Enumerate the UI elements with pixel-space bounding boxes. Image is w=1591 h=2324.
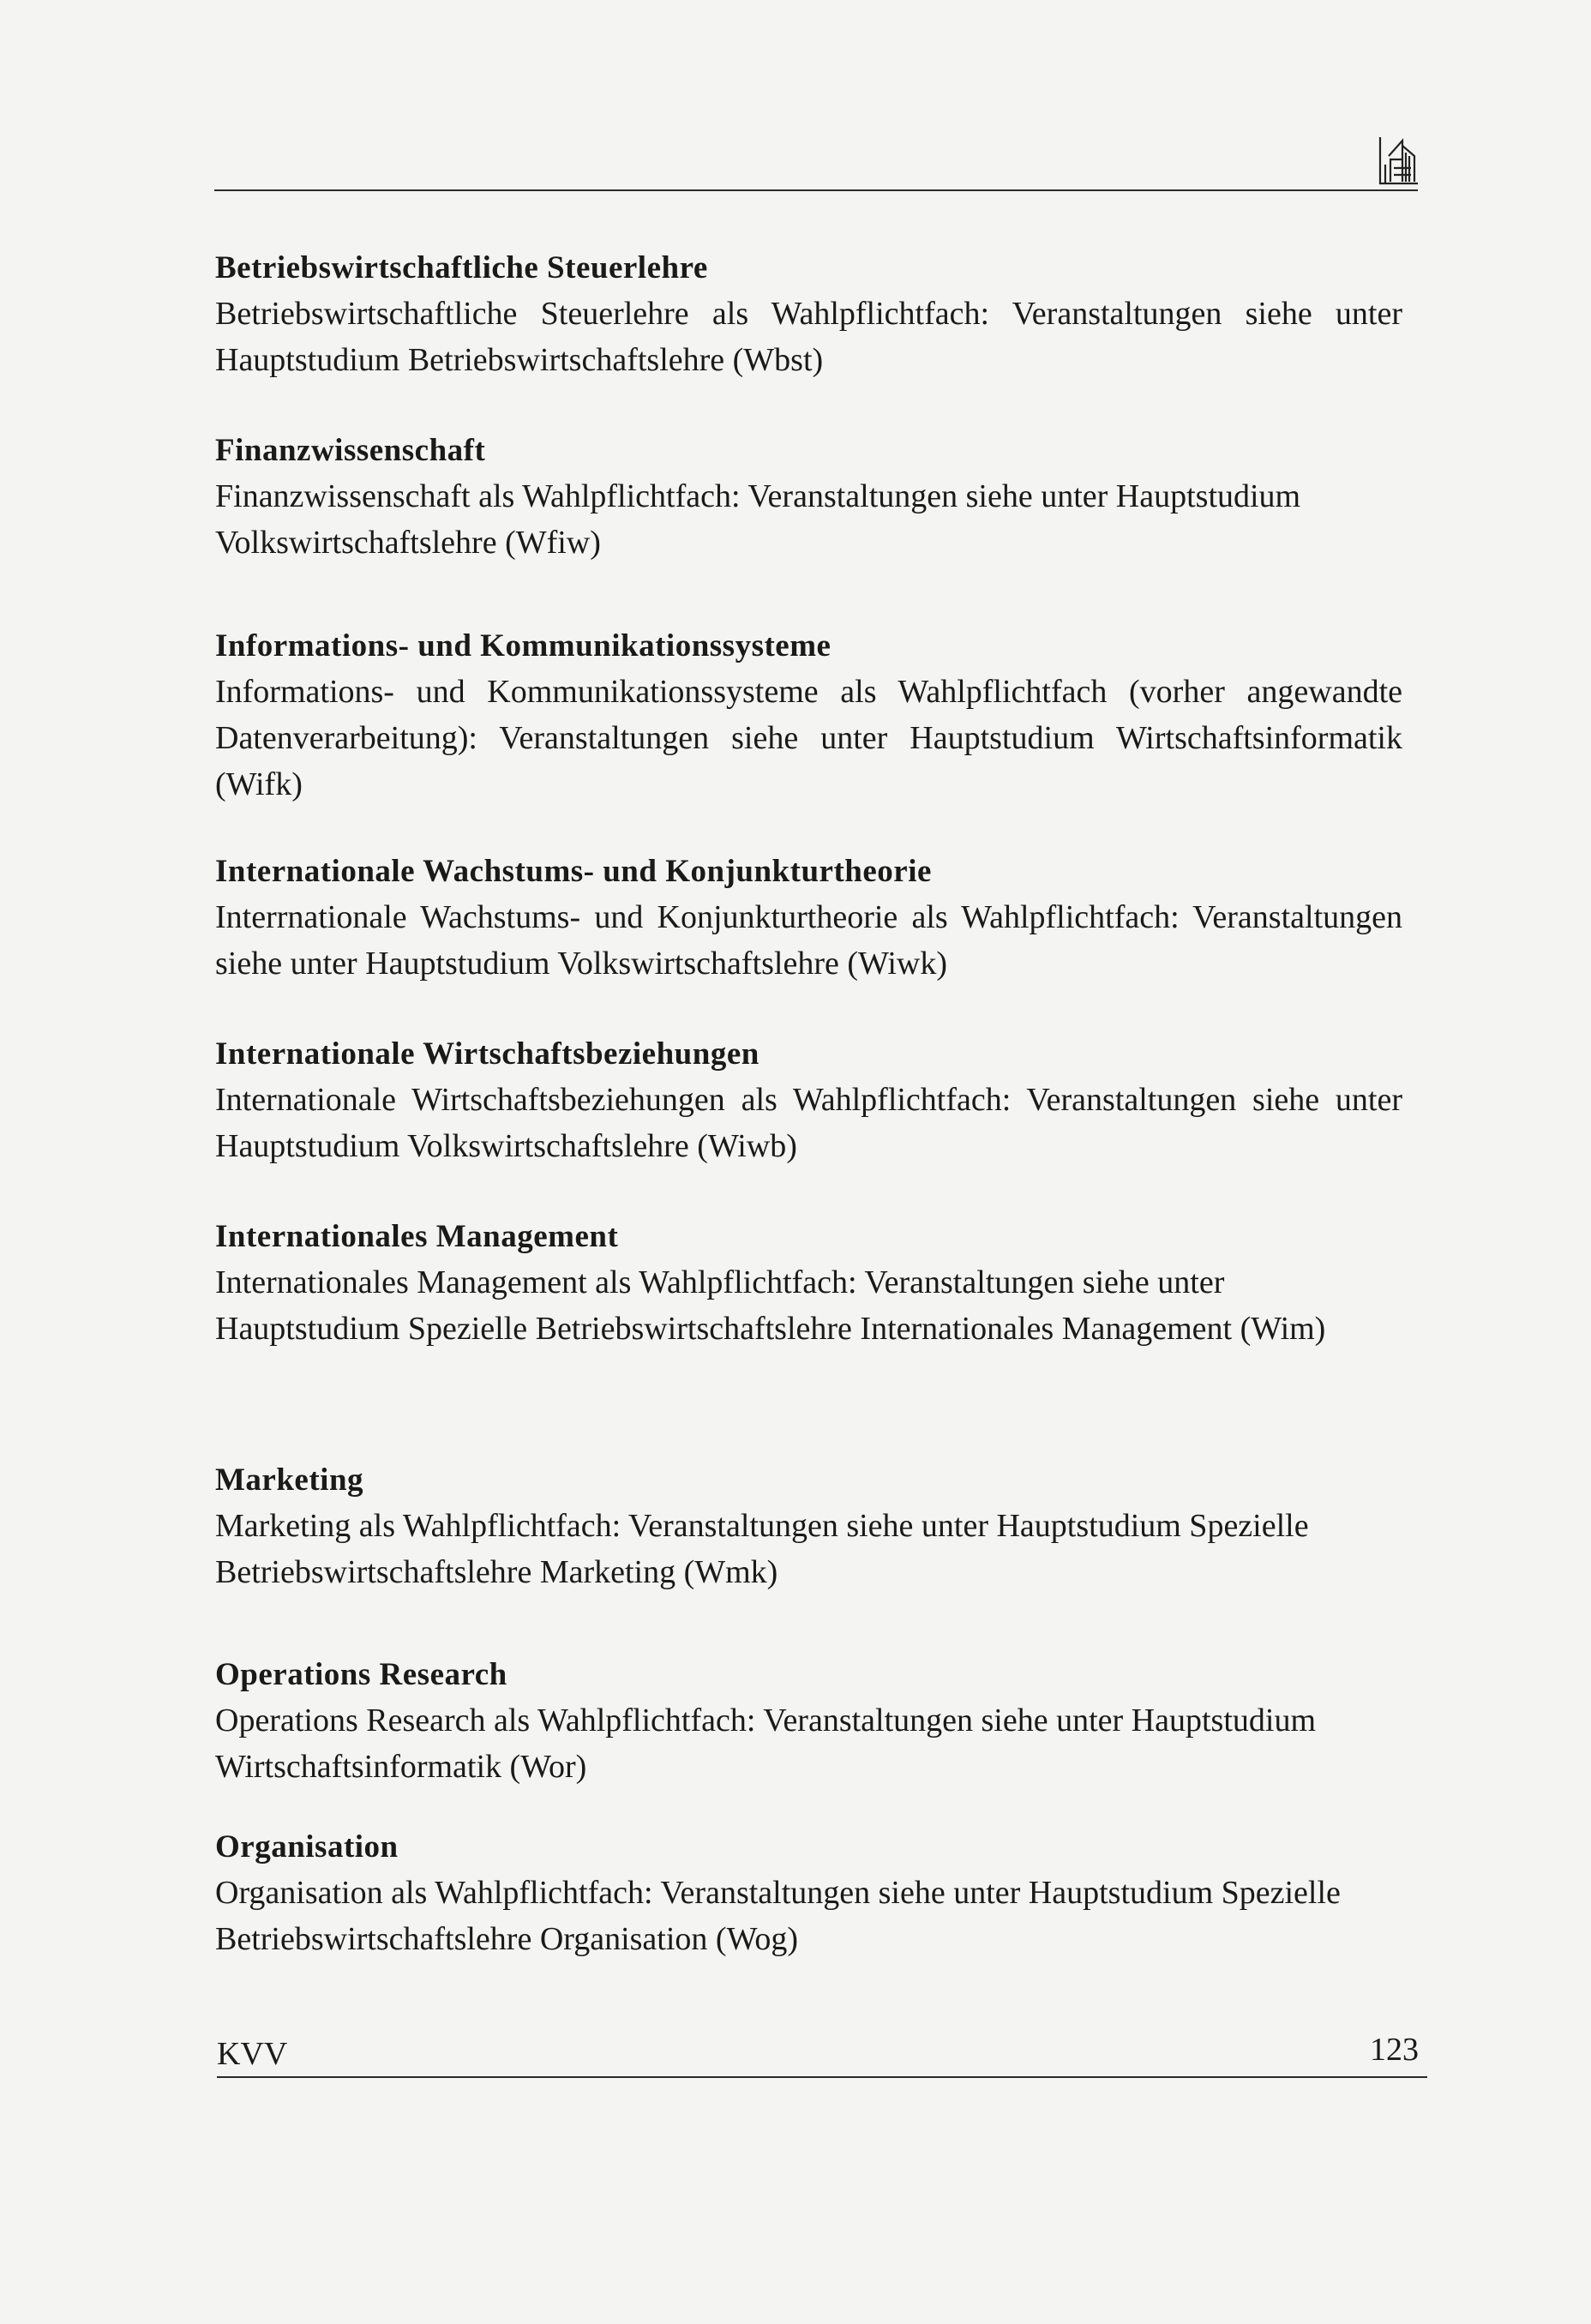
section-body: Organisation als Wahlpflichtfach: Veranstaltungen siehe unter Hauptstudium Spezielle Betriebswirtschaftslehre Organisation (Wog) — [215, 1875, 1341, 1957]
section-betriebswirtschaftliche-steuerlehre — [215, 246, 1402, 383]
section-marketing — [215, 1458, 1402, 1595]
section-internationale-wachstums-und-konjunkturtheorie — [215, 850, 1402, 987]
section-body: Informations- und Kommunikationssysteme als Wahlpflichtfach (vorher angewandte Datenverarbeitung): Veranstaltungen siehe unter Hauptstudium Wirtschaftsinformatik (Wifk) — [215, 674, 1402, 802]
section-title: Internationale Wachstums- und Konjunkturtheorie — [215, 854, 932, 889]
section-body: Internationales Management als Wahlpflichtfach: Veranstaltungen siehe unter Hauptstudium Spezielle Betriebswirtschaftslehre Internationales Management (Wim) — [215, 1264, 1326, 1347]
section-finanzwissenschaft — [215, 429, 1402, 566]
section-title: Internationale Wirtschaftsbeziehungen — [215, 1036, 759, 1072]
section-body: Marketing als Wahlpflichtfach: Veranstaltungen siehe unter Hauptstudium Spezielle Betriebswirtschaftslehre Marketing (Wmk) — [215, 1508, 1309, 1590]
library-logo-icon — [1377, 130, 1421, 187]
header-rule — [214, 189, 1418, 191]
page-number: 123 — [1370, 2032, 1419, 2068]
section-body: Internationale Wirtschaftsbeziehungen als Wahlpflichtfach: Veranstaltungen siehe unter Hauptstudium Volkswirtschaftslehre (Wiwb) — [215, 1082, 1402, 1164]
section-organisation — [215, 1825, 1402, 1962]
section-title: Finanzwissenschaft — [215, 433, 486, 468]
section-body: Finanzwissenschaft als Wahlpflichtfach: Veranstaltungen siehe unter Hauptstudium Volkswirtschaftslehre (Wfiw) — [215, 478, 1301, 561]
section-title: Informations- und Kommunikationssysteme — [215, 628, 832, 664]
section-title: Operations Research — [215, 1657, 507, 1692]
section-informations-und-kommunikationssysteme — [215, 624, 1402, 808]
section-title: Internationales Management — [215, 1219, 619, 1254]
section-title: Organisation — [215, 1829, 399, 1865]
section-title: Betriebswirtschaftliche Steuerlehre — [215, 250, 708, 285]
section-internationale-wirtschaftsbeziehungen — [215, 1032, 1402, 1169]
section-title: Marketing — [215, 1462, 364, 1498]
section-body: Betriebswirtschaftliche Steuerlehre als Wahlpflichtfach: Veranstaltungen siehe unter Hauptstudium Betriebswirtschaftslehre (Wbst) — [215, 296, 1402, 378]
section-internationales-management — [215, 1215, 1402, 1352]
section-operations-research — [215, 1653, 1402, 1790]
footer-label: KVV — [217, 2036, 288, 2072]
section-body: Operations Research als Wahlpflichtfach: Veranstaltungen siehe unter Hauptstudium Wirtschaftsinformatik (Wor) — [215, 1702, 1317, 1785]
footer-rule — [217, 2076, 1427, 2078]
section-body: Interrnationale Wachstums- und Konjunkturtheorie als Wahlpflichtfach: Veranstaltungen siehe unter Hauptstudium Volkswirtschaftslehre (Wiwk) — [215, 899, 1402, 982]
